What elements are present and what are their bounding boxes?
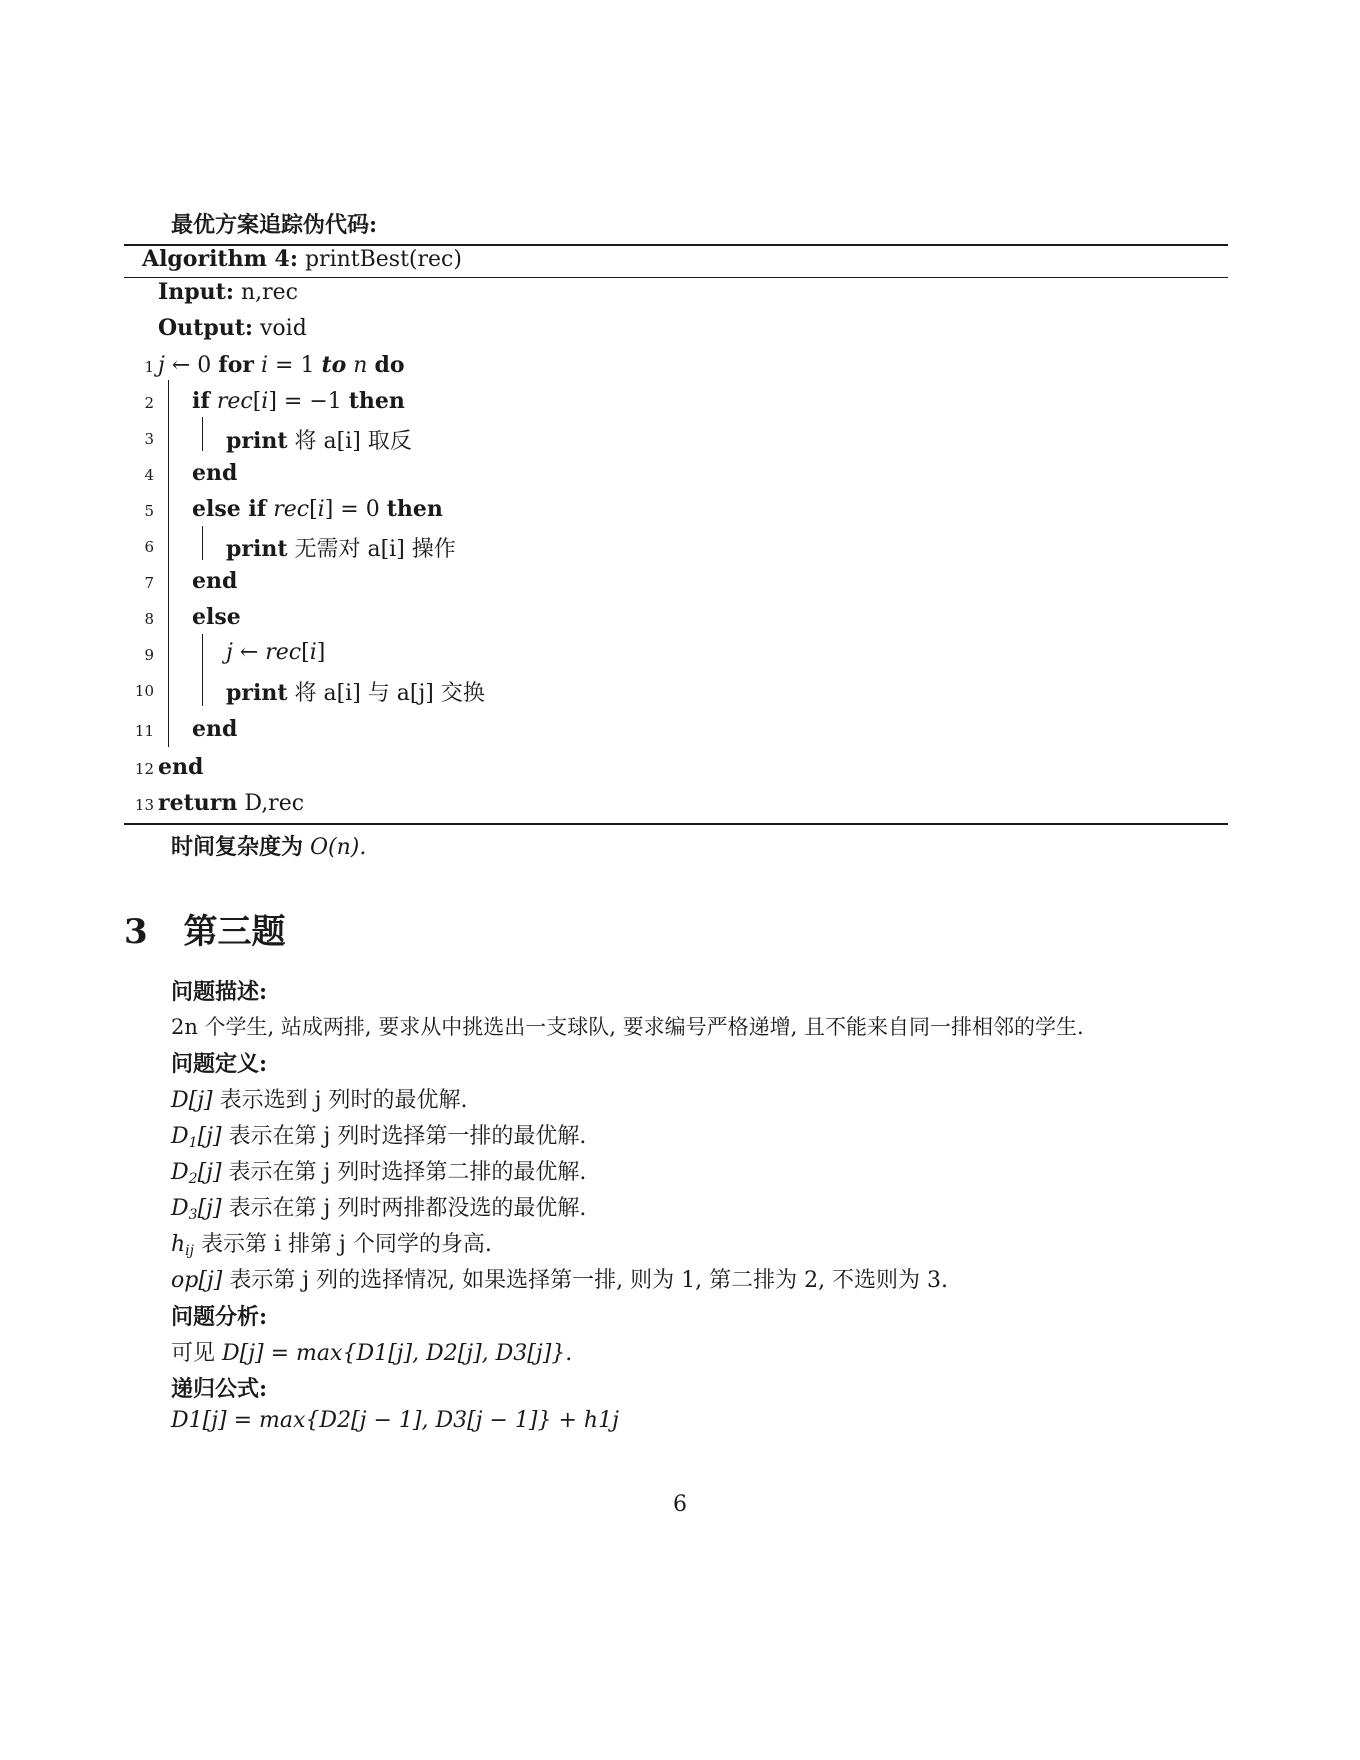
code-token: end bbox=[192, 568, 238, 594]
output-value: void bbox=[259, 316, 307, 341]
pseudocode-heading: 最优方案追踪伪代码: bbox=[171, 212, 378, 238]
definition-symbol: $h_{ij}$ bbox=[171, 1232, 194, 1259]
code-token: rec bbox=[216, 389, 253, 414]
input-label: Input: bbox=[158, 279, 234, 305]
code-line bbox=[192, 568, 237, 594]
code-line bbox=[158, 754, 203, 780]
definition-item bbox=[171, 1263, 948, 1294]
definition-item bbox=[171, 1155, 586, 1187]
algorithm-label: Algorithm 4: bbox=[142, 246, 298, 272]
code-token: ← bbox=[232, 640, 266, 665]
code-token: if bbox=[192, 388, 210, 414]
code-line bbox=[226, 532, 456, 563]
algorithm-input bbox=[158, 279, 298, 305]
line-number: 9 bbox=[144, 646, 154, 664]
code-token: print bbox=[226, 680, 288, 706]
analysis-heading: 问题分析: bbox=[171, 1304, 268, 1330]
code-line bbox=[226, 676, 485, 707]
line-number: 12 bbox=[134, 760, 154, 778]
algorithm-bottom-rule bbox=[124, 823, 1228, 825]
definition-item bbox=[171, 1191, 586, 1223]
line-number: 2 bbox=[144, 394, 154, 412]
code-token: 无需对 a[i] 操作 bbox=[287, 537, 456, 562]
elseif-block-bar bbox=[202, 526, 203, 560]
definition-text: 表示在第 j 列时两排都没选的最优解. bbox=[221, 1196, 587, 1221]
code-token: i bbox=[260, 353, 269, 378]
code-line bbox=[192, 388, 405, 414]
if-block-bar bbox=[202, 417, 203, 451]
line-number: 11 bbox=[134, 722, 154, 740]
code-token: to bbox=[321, 352, 347, 378]
code-token: then bbox=[386, 496, 443, 522]
analysis-formula: D[j] = max{D1[j], D2[j], D3[j]}. bbox=[222, 1341, 573, 1366]
code-token: print bbox=[226, 536, 288, 562]
definition-symbol: $D_2[j]$ bbox=[171, 1160, 222, 1187]
definition-text: 表示在第 j 列时选择第一排的最优解. bbox=[221, 1124, 587, 1149]
code-line bbox=[192, 716, 237, 742]
code-token: i bbox=[261, 389, 269, 414]
output-label: Output: bbox=[158, 315, 253, 341]
definition-item bbox=[171, 1119, 586, 1151]
definition-text: 表示选到 j 列时的最优解. bbox=[212, 1088, 468, 1113]
code-token: then bbox=[348, 388, 405, 414]
code-token: do bbox=[374, 352, 405, 378]
code-token: 将 a[i] 与 a[j] 交换 bbox=[287, 681, 485, 706]
definition-symbol: op[j] bbox=[171, 1268, 223, 1293]
line-number: 8 bbox=[144, 610, 154, 628]
line-number: 13 bbox=[134, 796, 154, 814]
code-line bbox=[192, 460, 237, 486]
code-token: ] bbox=[316, 640, 326, 665]
line-number: 7 bbox=[144, 574, 154, 592]
code-token: return bbox=[158, 790, 238, 816]
code-line bbox=[158, 352, 405, 378]
complexity-line bbox=[171, 830, 366, 861]
code-token: D,rec bbox=[237, 791, 305, 816]
code-token: ← 0 bbox=[164, 353, 219, 378]
recurrence-heading: 递归公式: bbox=[171, 1376, 268, 1402]
code-token: j bbox=[226, 640, 233, 665]
code-token: i bbox=[317, 497, 325, 522]
code-token: = 1 bbox=[268, 353, 322, 378]
definition-text: 表示第 i 排第 j 个同学的身高. bbox=[194, 1232, 492, 1257]
algorithm-output bbox=[158, 315, 307, 341]
definition-item bbox=[171, 1083, 467, 1114]
code-token: print bbox=[226, 428, 288, 454]
complexity-value: O(n). bbox=[310, 835, 367, 860]
code-token: ] = −1 bbox=[268, 389, 349, 414]
line-number: 6 bbox=[144, 538, 154, 556]
code-line bbox=[158, 790, 304, 816]
definition-heading: 问题定义: bbox=[171, 1051, 268, 1077]
input-value: n,rec bbox=[240, 280, 298, 305]
definition-symbol: $D_1[j]$ bbox=[171, 1124, 222, 1151]
code-token: end bbox=[158, 754, 204, 780]
code-token: else bbox=[192, 604, 241, 630]
definition-symbol: D[j] bbox=[171, 1088, 213, 1113]
complexity-label: 时间复杂度为 bbox=[171, 834, 304, 860]
definition-item bbox=[171, 1227, 492, 1259]
code-token: j bbox=[158, 353, 165, 378]
algorithm-caption bbox=[142, 246, 462, 272]
for-block-bar bbox=[168, 380, 169, 747]
code-token: rec bbox=[265, 640, 302, 665]
section-title: 第三题 bbox=[183, 912, 286, 952]
line-number: 1 bbox=[144, 358, 154, 376]
code-token: ] = 0 bbox=[324, 497, 387, 522]
line-number: 4 bbox=[144, 466, 154, 484]
code-line bbox=[192, 604, 241, 630]
page-number: 6 bbox=[673, 1492, 687, 1517]
code-token: end bbox=[192, 460, 238, 486]
code-line bbox=[226, 424, 412, 455]
code-token: [ bbox=[309, 497, 318, 522]
section-number: 3 bbox=[124, 912, 148, 952]
line-number: 5 bbox=[144, 502, 154, 520]
algorithm-caption-rule bbox=[124, 277, 1228, 278]
code-token: rec bbox=[273, 497, 310, 522]
algorithm-name: printBest(rec) bbox=[304, 247, 462, 272]
description-text: 2n 个学生, 站成两排, 要求从中挑选出一支球队, 要求编号严格递增, 且不能来自同一排相邻的学生. bbox=[171, 1015, 1084, 1039]
code-token: [ bbox=[301, 640, 310, 665]
code-token bbox=[210, 389, 217, 414]
code-token: else if bbox=[192, 496, 267, 522]
analysis-line bbox=[171, 1336, 572, 1367]
code-token: [ bbox=[252, 389, 262, 414]
section-heading bbox=[124, 904, 286, 953]
code-token: for bbox=[218, 352, 254, 378]
line-number: 3 bbox=[144, 430, 154, 448]
code-token: i bbox=[309, 640, 317, 665]
code-line bbox=[192, 496, 443, 522]
code-token: n bbox=[353, 353, 368, 378]
recurrence-formula: D1[j] = max{D2[j − 1], D3[j − 1]} + h1j bbox=[171, 1408, 619, 1433]
code-token: 将 a[i] 取反 bbox=[287, 429, 412, 454]
analysis-prefix: 可见 bbox=[171, 1341, 216, 1366]
definition-symbol: $D_3[j]$ bbox=[171, 1196, 222, 1223]
definition-text: 表示第 j 列的选择情况, 如果选择第一排, 则为 1, 第二排为 2, 不选则为 3. bbox=[222, 1268, 949, 1293]
code-token: end bbox=[192, 716, 238, 742]
definition-text: 表示在第 j 列时选择第二排的最优解. bbox=[221, 1160, 587, 1185]
description-heading: 问题描述: bbox=[171, 979, 268, 1005]
code-line bbox=[226, 640, 325, 665]
line-number: 10 bbox=[134, 682, 154, 700]
code-token bbox=[254, 353, 261, 378]
else-block-bar bbox=[202, 634, 203, 706]
